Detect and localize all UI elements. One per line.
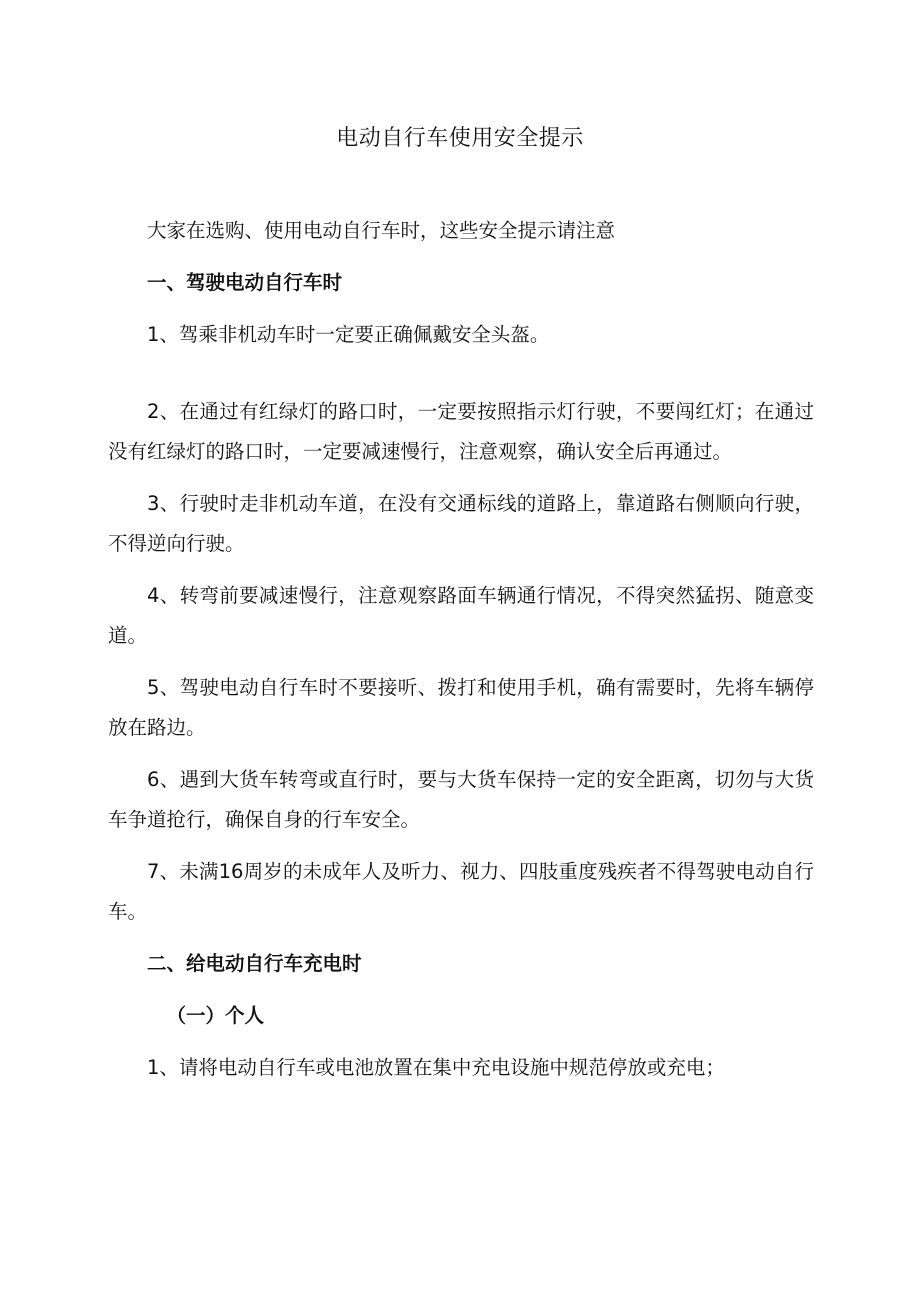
section-heading-driving: 一、驾驶电动自行车时 bbox=[147, 271, 343, 294]
list-item: 3、行驶时走非机动车道，在没有交通标线的道路上，靠道路右侧顺向行驶，不得逆向行驶。 bbox=[108, 492, 814, 555]
list-item: 1、请将电动自行车或电池放置在集中充电设施中规范停放或充电； bbox=[147, 1056, 725, 1079]
list-item: 7、未满16周岁的未成年人及听力、视力、四肢重度残疾者不得驾驶电动自行车。 bbox=[108, 860, 814, 923]
section-heading-charging: 二、给电动自行车充电时 bbox=[147, 952, 362, 975]
document-title: 电动自行车使用安全提示 bbox=[336, 126, 584, 151]
subsection-heading-personal: （一）个人 bbox=[166, 1004, 265, 1027]
list-item: 2、在通过有红绿灯的路口时，一定要按照指示灯行驶，不要闯红灯；在通过没有红绿灯的路口时，一定要减速慢行，注意观察，确认安全后再通过。 bbox=[108, 400, 814, 463]
document-body bbox=[108, 211, 814, 1100]
list-item: 1、驾乘非机动车时一定要正确佩戴安全头盔。 bbox=[147, 323, 550, 346]
list-item: 5、驾驶电动自行车时不要接听、拨打和使用手机，确有需要时，先将车辆停放在路边。 bbox=[108, 676, 814, 739]
intro-paragraph: 大家在选购、使用电动自行车时，这些安全提示请注意 bbox=[147, 219, 616, 242]
list-item: 4、转弯前要减速慢行，注意观察路面车辆通行情况，不得突然猛拐、随意变道。 bbox=[108, 584, 814, 647]
list-item: 6、遇到大货车转弯或直行时，要与大货车保持一定的安全距离，切勿与大货车争道抢行，确保自身的行车安全。 bbox=[108, 768, 814, 831]
